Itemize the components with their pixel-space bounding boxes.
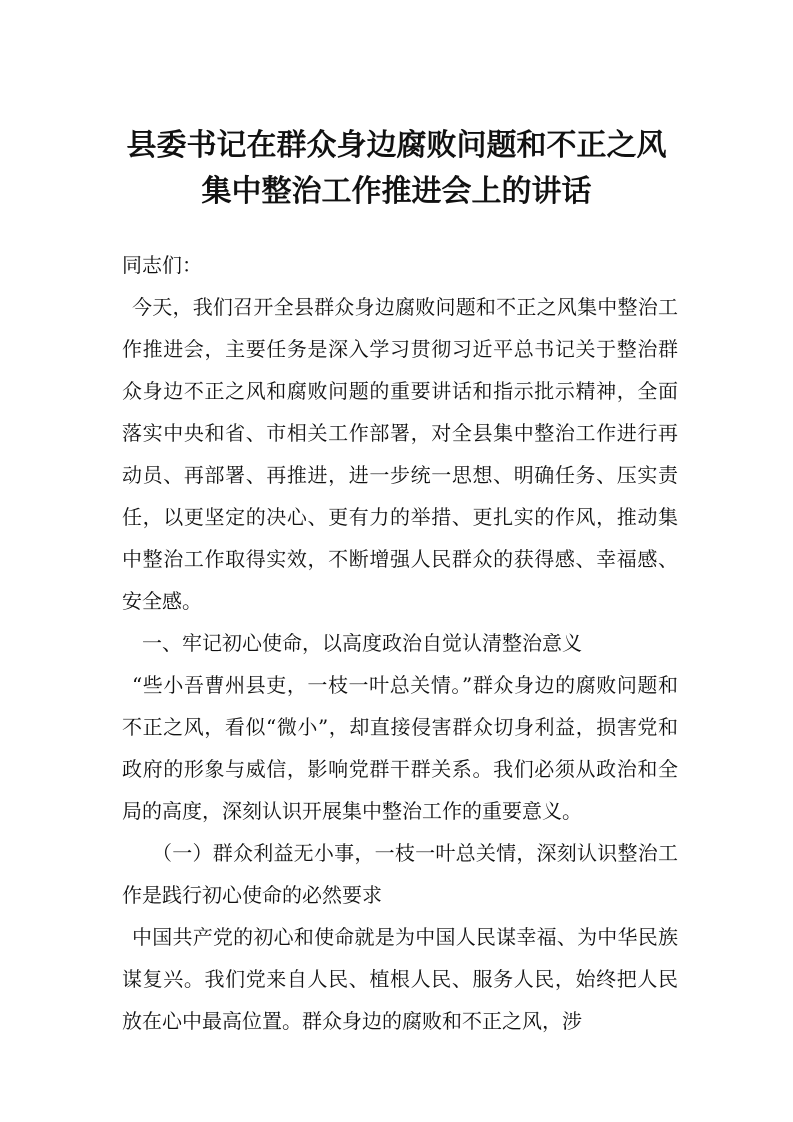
section-heading-1: 一、牢记初心使命，以高度政治自觉认清整治意义 [142, 631, 582, 655]
document-body [122, 244, 678, 1042]
salutation: 同志们： [122, 253, 202, 277]
document-title-line-2: 集中整治工作推进会上的讲话 [201, 174, 592, 209]
paragraph-subsection-1: 中国共产党的初心和使命就是为中国人民谋幸福、为中华民族谋复兴。我们党来自人民、植根人民、服务人民，始终把人民放在心中最高位置。群众身边的腐败和不正之风，涉 [122, 925, 678, 1033]
subsection-heading-1: （一）群众利益无小事，一枝一叶总关情，深刻认识整治工作是践行初心使命的必然要求 [122, 841, 678, 907]
paragraph-section-1: “些小吾曹州县吏，一枝一叶总关情。”群众身边的腐败问题和不正之风，看似“微小”，却直接侵害群众切身利益，损害党和政府的形象与威信，影响党群干群关系。我们必须从政治和全局的高度，深刻认识开展集中整治工作的重要意义。 [122, 673, 678, 823]
document-title-line-1: 县委书记在群众身边腐败问题和不正之风 [126, 128, 667, 163]
paragraph-intro: 今天，我们召开全县群众身边腐败问题和不正之风集中整治工作推进会，主要任务是深入学习贯彻习近平总书记关于整治群众身边不正之风和腐败问题的重要讲话和指示批示精神，全面落实中央和省、市相关工作部署，对全县集中整治工作进行再动员、再部署、再推进，进一步统一思想、明确任务、压实责任，以更坚定的决心、更有力的举措、更扎实的作风，推动集中整治工作取得实效，不断增强人民群众的获得感、幸福感、安全感。 [122, 295, 678, 613]
